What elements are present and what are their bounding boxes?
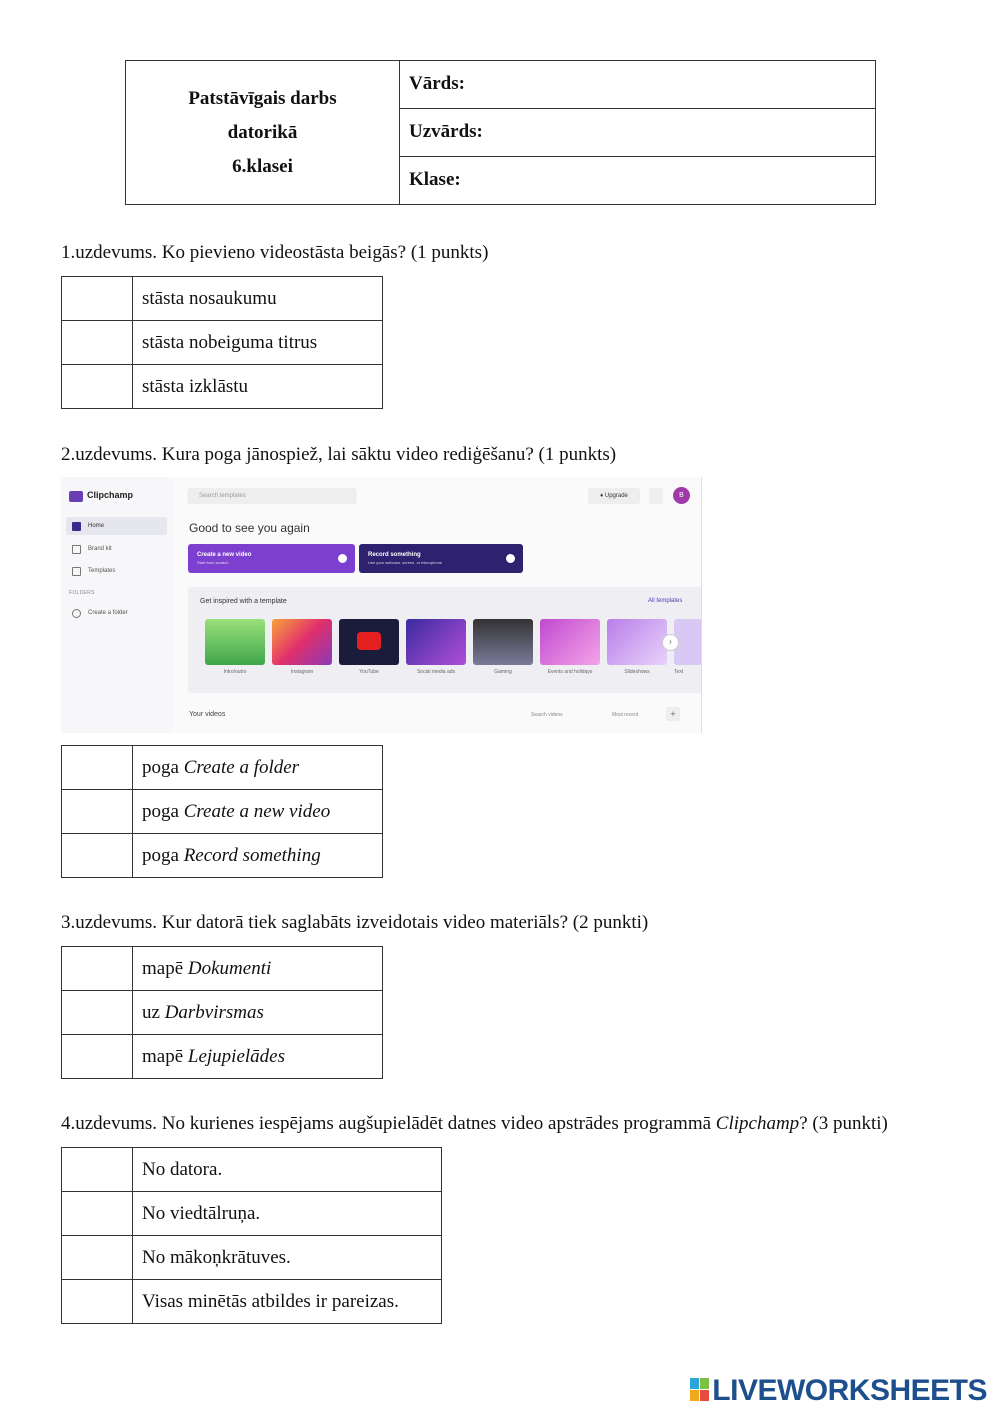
cc-nav-templates-label: Templates bbox=[88, 568, 116, 574]
cc-new-title: Create a new video bbox=[197, 552, 252, 558]
q4-text-after: ? (3 punkti) bbox=[799, 1113, 888, 1134]
question-1: 1.uzdevums. Ko pievieno videostāsta beigās? (1 punkts) bbox=[61, 242, 489, 263]
cc-nav-brand-label: Brand kit bbox=[88, 546, 112, 552]
home-icon bbox=[72, 522, 81, 531]
tpl-label: Events and holidays bbox=[547, 669, 593, 675]
question-2: 2.uzdevums. Kura poga jānospiež, lai sāktu video rediģēšanu? (1 punkts) bbox=[61, 444, 617, 465]
q1-answer-box[interactable] bbox=[62, 365, 133, 409]
cc-panel-title: Get inspired with a template bbox=[200, 598, 287, 605]
avatar: B bbox=[673, 487, 690, 504]
q2-option bbox=[133, 834, 383, 878]
worksheet-title bbox=[126, 61, 400, 205]
tpl-label: Gaming bbox=[494, 669, 512, 675]
cc-greeting: Good to see you again bbox=[189, 521, 310, 535]
q4-answer-box[interactable] bbox=[62, 1148, 133, 1192]
cc-upgrade: ♦ Upgrade bbox=[588, 488, 640, 504]
title-line-2: datorikā bbox=[227, 121, 298, 143]
cc-nav-home bbox=[66, 517, 167, 535]
q2-option-em: Create a folder bbox=[183, 756, 300, 778]
q1-option: stāsta nobeiguma titrus bbox=[133, 321, 383, 365]
brand-text: LIVEWORKSHEETS bbox=[712, 1374, 987, 1407]
title-line-3: 6.klasei bbox=[232, 155, 293, 177]
title-line-1: Patstāvīgais darbs bbox=[188, 87, 337, 109]
q2-prefix: poga bbox=[142, 844, 184, 866]
q2-option-em: Record something bbox=[183, 844, 321, 866]
q3-option-em: Lejupielādes bbox=[187, 1045, 286, 1067]
q4-option: No mākoņkrātuves. bbox=[133, 1236, 442, 1280]
cc-search-videos: Search videos bbox=[531, 712, 563, 718]
q1-answer-box[interactable] bbox=[62, 321, 133, 365]
q2-answer-box[interactable] bbox=[62, 746, 133, 790]
record-icon bbox=[506, 554, 515, 563]
clipchamp-screenshot bbox=[61, 477, 702, 733]
add-icon: + bbox=[666, 707, 680, 721]
liveworksheets-logo-icon bbox=[690, 1378, 710, 1402]
cc-create-new-video bbox=[188, 544, 355, 573]
q4-options bbox=[61, 1147, 442, 1324]
tpl-label: YouTube bbox=[359, 669, 379, 675]
cc-all-templates: All templates bbox=[648, 598, 683, 604]
plus-icon bbox=[72, 609, 81, 618]
q3-answer-box[interactable] bbox=[62, 1035, 133, 1079]
cc-your-videos: Your videos bbox=[189, 711, 226, 718]
cc-upgrade-label: Upgrade bbox=[604, 493, 628, 499]
q4-text-before: 4.uzdevums. No kurienes iespējams augšupielādēt datnes video apstrādes programmā bbox=[61, 1113, 716, 1134]
cc-create-folder bbox=[66, 604, 167, 622]
cc-new-sub: Start from scratch bbox=[197, 560, 229, 565]
templates-icon bbox=[72, 567, 81, 576]
cc-nav-brand-kit bbox=[66, 540, 167, 558]
q3-prefix: mapē bbox=[142, 1045, 188, 1067]
plus-circle-icon bbox=[338, 554, 347, 563]
question-3: 3.uzdevums. Kur datorā tiek saglabāts izveidotais video materiāls? (2 punkti) bbox=[61, 912, 649, 933]
q2-prefix: poga bbox=[142, 756, 184, 778]
q1-answer-box[interactable] bbox=[62, 277, 133, 321]
q4-answer-box[interactable] bbox=[62, 1280, 133, 1324]
cc-nav-home-label: Home bbox=[88, 523, 105, 529]
q2-option bbox=[133, 790, 383, 834]
cc-rec-sub: Use your webcam, screen, or microphone bbox=[368, 560, 443, 565]
name-field[interactable] bbox=[400, 61, 876, 109]
q4-text-em: Clipchamp bbox=[715, 1113, 800, 1134]
cc-logo-text: Clipchamp bbox=[87, 490, 134, 500]
cc-search: Search templates bbox=[187, 488, 357, 504]
tpl-slideshows-thumb bbox=[607, 619, 667, 665]
class-field[interactable] bbox=[400, 157, 876, 205]
q2-option bbox=[133, 746, 383, 790]
surname-label: Uzvārds: bbox=[409, 121, 483, 142]
q3-prefix: uz bbox=[142, 1001, 165, 1023]
cc-nav-templates bbox=[66, 562, 167, 580]
q2-answer-box[interactable] bbox=[62, 834, 133, 878]
q1-options bbox=[61, 276, 383, 409]
liveworksheets-logo bbox=[690, 1374, 987, 1408]
tpl-gaming-thumb bbox=[473, 619, 533, 665]
tpl-label: Social media ads bbox=[416, 669, 456, 675]
cc-rec-title: Record something bbox=[368, 552, 421, 558]
cc-sidebar bbox=[61, 477, 173, 733]
q3-answer-box[interactable] bbox=[62, 991, 133, 1035]
tpl-label: Slideshows bbox=[624, 669, 650, 675]
class-label: Klase: bbox=[409, 169, 461, 190]
cc-create-folder-label: Create a folder bbox=[88, 610, 128, 616]
cc-sort: Most recent bbox=[612, 712, 639, 718]
cc-template-panel bbox=[188, 587, 702, 693]
tpl-events-thumb bbox=[540, 619, 600, 665]
q3-options bbox=[61, 946, 383, 1079]
cc-folders-label: FOLDERS bbox=[69, 590, 95, 596]
cc-record-something bbox=[359, 544, 523, 573]
q2-prefix: poga bbox=[142, 800, 184, 822]
q2-answer-box[interactable] bbox=[62, 790, 133, 834]
q3-answer-box[interactable] bbox=[62, 947, 133, 991]
q3-option bbox=[133, 991, 383, 1035]
youtube-icon bbox=[339, 619, 399, 665]
q3-prefix: mapē bbox=[142, 957, 188, 979]
q2-options bbox=[61, 745, 383, 878]
q1-option: stāsta izklāstu bbox=[133, 365, 383, 409]
q4-option: No datora. bbox=[133, 1148, 442, 1192]
tpl-label: Text bbox=[674, 669, 684, 675]
surname-field[interactable] bbox=[400, 109, 876, 157]
question-4 bbox=[61, 1113, 888, 1135]
tpl-label: Intro/outro bbox=[223, 669, 247, 675]
tpl-intro-thumb bbox=[205, 619, 265, 665]
q3-option bbox=[133, 947, 383, 991]
name-label: Vārds: bbox=[409, 73, 465, 94]
tpl-label: Instagram bbox=[290, 669, 314, 675]
q1-option: stāsta nosaukumu bbox=[133, 277, 383, 321]
q3-option-em: Darbvirsmas bbox=[164, 1001, 264, 1023]
instagram-icon bbox=[272, 619, 332, 665]
brand-kit-icon bbox=[72, 545, 81, 554]
q4-answer-box[interactable] bbox=[62, 1192, 133, 1236]
q2-option-em: Create a new video bbox=[183, 800, 331, 822]
bell-icon bbox=[649, 488, 663, 504]
header-table bbox=[125, 60, 876, 205]
q4-option: Visas minētās atbildes ir pareizas. bbox=[133, 1280, 442, 1324]
clipchamp-logo-icon bbox=[69, 491, 83, 502]
q4-answer-box[interactable] bbox=[62, 1236, 133, 1280]
tpl-social-thumb bbox=[406, 619, 466, 665]
q3-option bbox=[133, 1035, 383, 1079]
chevron-right-icon: › bbox=[662, 634, 679, 651]
q3-option-em: Dokumenti bbox=[187, 957, 272, 979]
q4-option: No viedtālruņa. bbox=[133, 1192, 442, 1236]
